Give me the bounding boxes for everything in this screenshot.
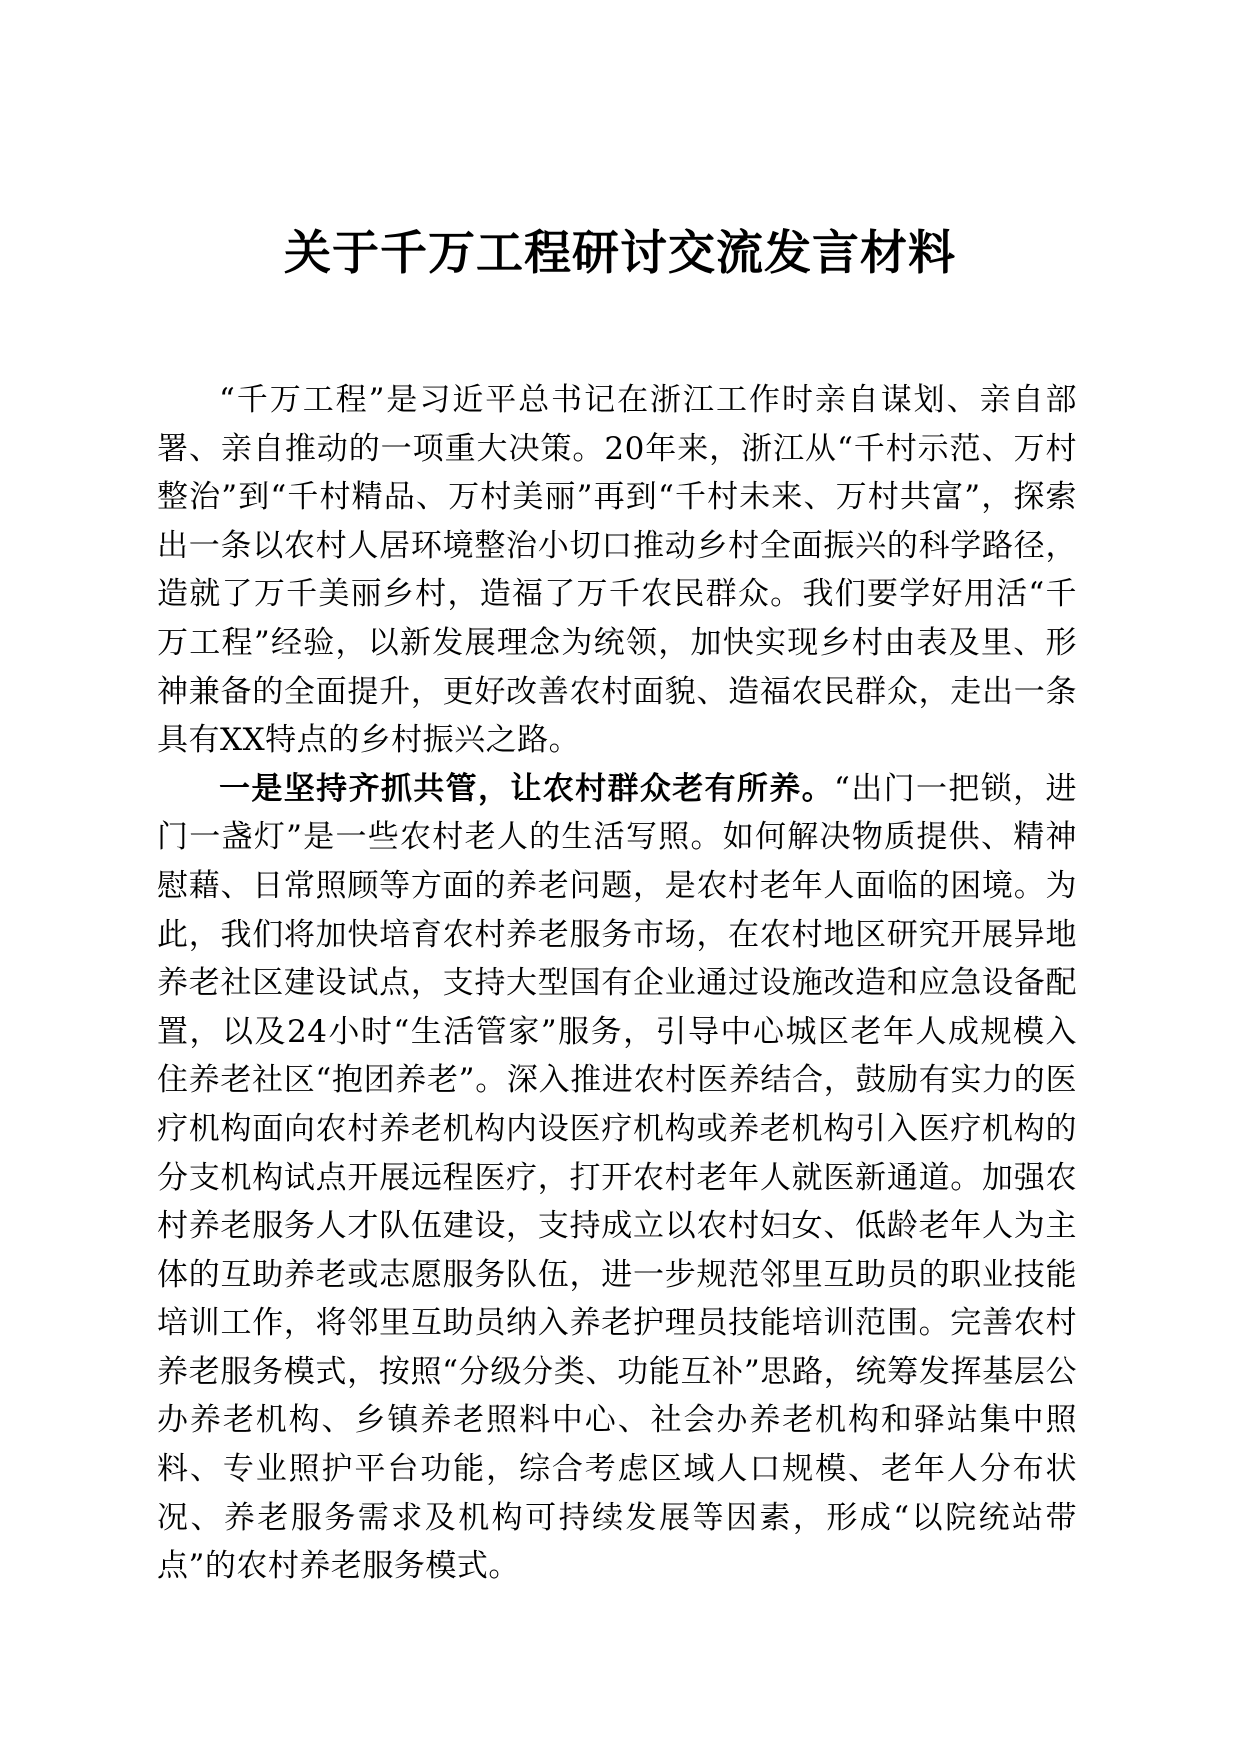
document-body [157,376,1077,1591]
document-title: 关于千万工程研讨交流发言材料 [284,226,956,281]
paragraph-elderly-care-text: “出门一把锁，进门一盏灯”是一些农村老人的生活写照。如何解决物质提供、精神慰藉、日常照顾等方面的养老问题，是农村老年人面临的困境。为此，我们将加快培育农村养老服务市场，在农村地区研究开展异地养老社区建设试点，支持大型国有企业通过设施改造和应急设备配置，以及24小时“生活管家”服务，引导中心城区老年人成规模入住养老社区“抱团养老”。深入推进农村医养结合，鼓励有实力的医疗机构面向农村养老机构内设医疗机构或养老机构引入医疗机构的分支机构试点开展远程医疗，打开农村老年人就医新通道。加强农村养老服务人才队伍建设，支持成立以农村妇女、低龄老年人为主体的互助养老或志愿服务队伍，进一步规范邻里互助员的职业技能培训工作，将邻里互助员纳入养老护理员技能培训范围。完善农村养老服务模式，按照“分级分类、功能互补”思路，统筹发挥基层公办养老机构、乡镇养老照料中心、社会办养老机构和驿站集中照料、专业照护平台功能，综合考虑区域人口规模、老年人分布状况、养老服务需求及机构可持续发展等因素，形成“以院统站带点”的农村养老服务模式。 [157,770,1077,1585]
paragraph-heading: 一是坚持齐抓共管，让农村群众老有所养。 [219,770,835,807]
paragraph-intro-text: “千万工程”是习近平总书记在浙江工作时亲自谋划、亲自部署、亲自推动的一项重大决策。20年来，浙江从“千村示范、万村整治”到“千村精品、万村美丽”再到“千村未来、万村共富”，探索出一条以农村人居环境整治小切口推动乡村全面振兴的科学路径，造就了万千美丽乡村，造福了万千农民群众。我们要学好用活“千万工程”经验，以新发展理念为统领，加快实现乡村由表及里、形神兼备的全面提升，更好改善农村面貌、造福农民群众，走出一条具有XX特点的乡村振兴之路。 [157,382,1077,759]
paragraph-elderly-care [157,765,1077,1591]
paragraph-intro [157,376,1077,765]
